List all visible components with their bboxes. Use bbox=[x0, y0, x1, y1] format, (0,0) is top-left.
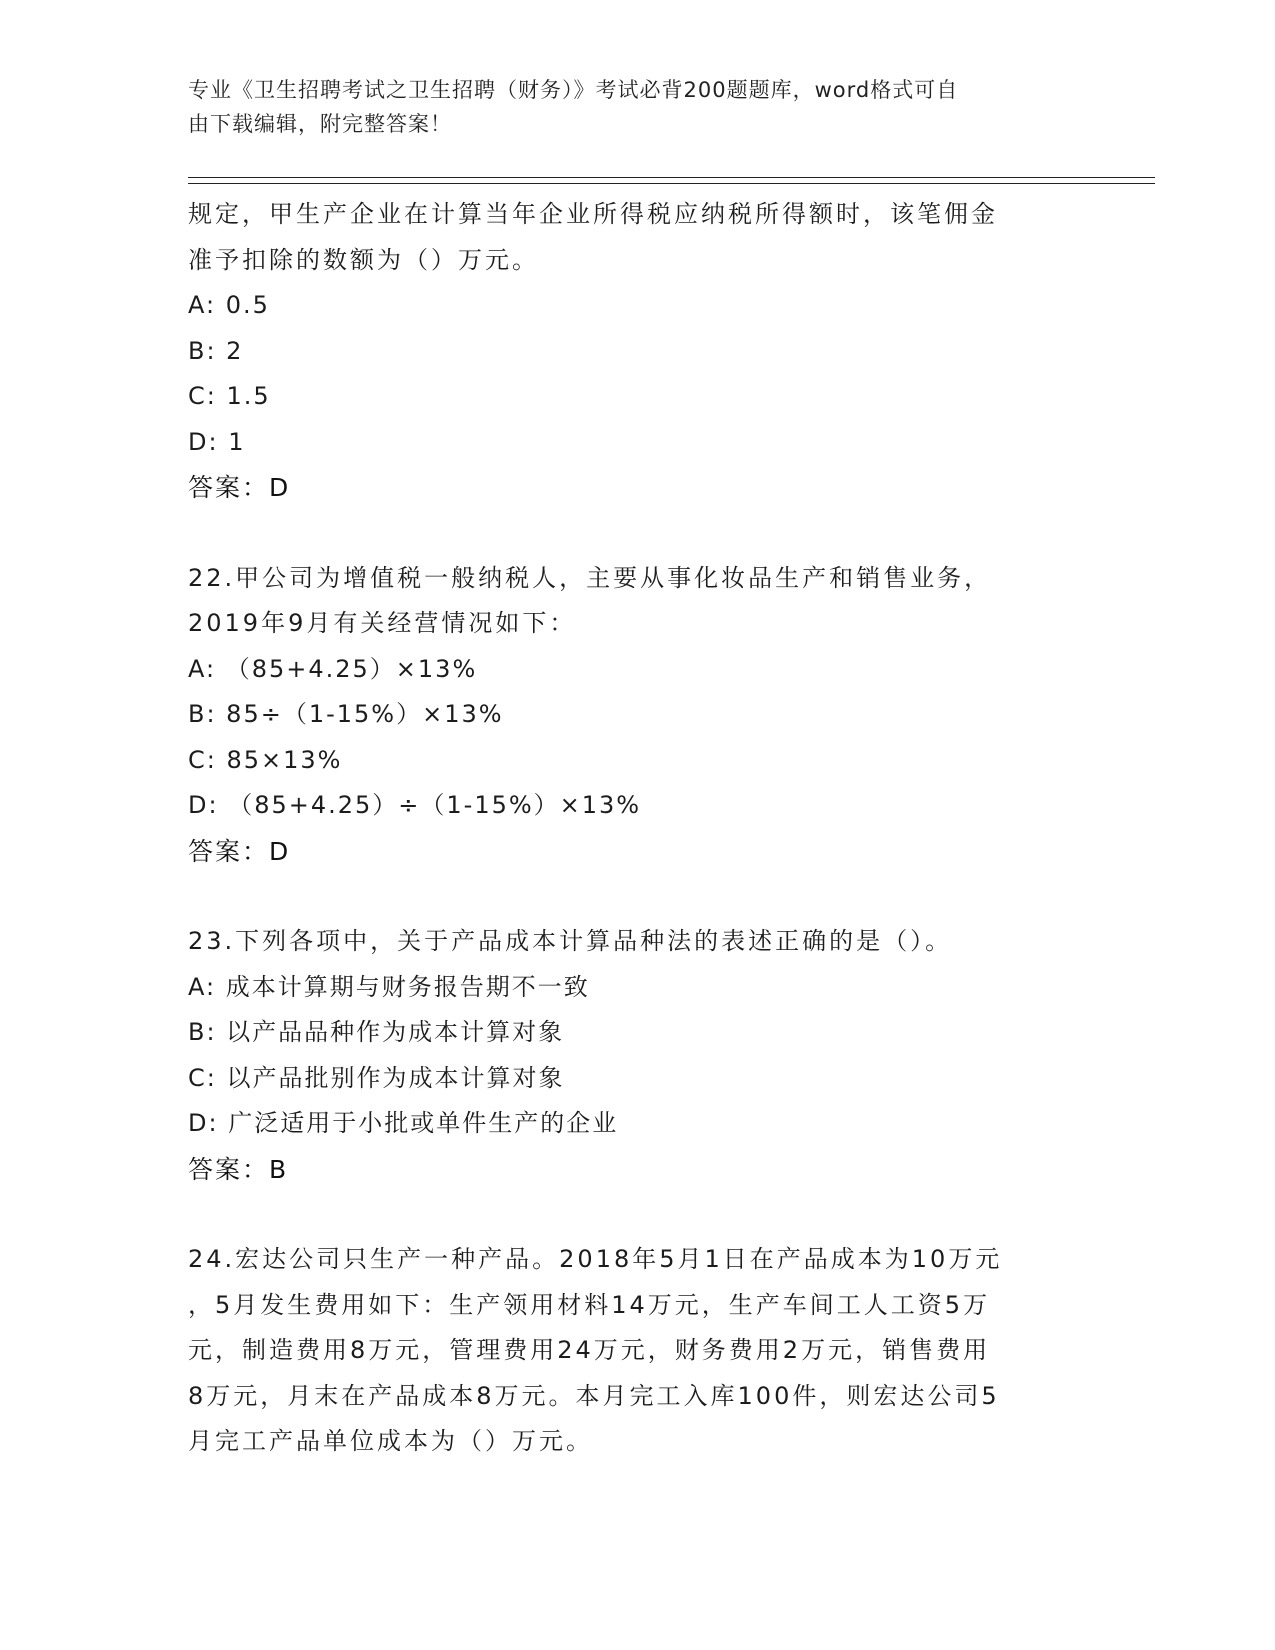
option-c: C: 85×13% bbox=[188, 745, 343, 774]
answer-line: 答案：D bbox=[188, 836, 291, 866]
question-23 bbox=[188, 919, 1088, 1192]
option-a: A: 0.5 bbox=[188, 291, 270, 319]
answer-line: 答案：B bbox=[188, 1154, 289, 1184]
option-a: A: （85+4.25）×13% bbox=[188, 654, 478, 683]
header-divider-bottom bbox=[188, 183, 1155, 184]
question-stem-line: 规定，甲生产企业在计算当年企业所得税应纳税所得额时，该笔佣金 bbox=[188, 200, 998, 228]
question-stem-line: 22.甲公司为增值税一般纳税人，主要从事化妆品生产和销售业务， bbox=[188, 563, 992, 592]
question-stem-line: 8万元，月末在产品成本8万元。本月完工入库100件，则宏达公司5 bbox=[188, 1381, 1000, 1410]
question-stem-line: 2019年9月有关经营情况如下： bbox=[188, 609, 577, 637]
option-d: D: 广泛适用于小批或单件生产的企业 bbox=[188, 1109, 619, 1137]
option-b: B: 2 bbox=[188, 336, 244, 365]
question-stem-line: 23.下列各项中，关于产品成本计算品种法的表述正确的是（）。 bbox=[188, 927, 953, 955]
question-stem-line: ，5月发生费用如下：生产领用材料14万元，生产车间工人工资5万 bbox=[188, 1290, 991, 1319]
page-header bbox=[188, 73, 1068, 141]
option-b: B: 85÷（1-15%）×13% bbox=[188, 700, 504, 728]
document-body bbox=[188, 192, 1088, 1465]
header-title-line-1: 专业《卫生招聘考试之卫生招聘（财务）》考试必背200题题库，word格式可自 bbox=[188, 78, 959, 102]
header-title-line-2: 由下载编辑，附完整答案！ bbox=[188, 112, 452, 136]
option-b: B: 以产品品种作为成本计算对象 bbox=[188, 1018, 565, 1046]
option-d: D: 1 bbox=[188, 427, 246, 456]
question-22 bbox=[188, 556, 1088, 875]
question-spacer bbox=[188, 874, 1088, 919]
answer-line: 答案：D bbox=[188, 473, 291, 502]
question-stem-line: 月完工产品单位成本为（）万元。 bbox=[188, 1427, 593, 1455]
option-c: C: 1.5 bbox=[188, 382, 271, 410]
question-spacer bbox=[188, 1192, 1088, 1237]
question-stem-line: 元，制造费用8万元，管理费用24万元，财务费用2万元，销售费用 bbox=[188, 1336, 991, 1364]
question-stem-line: 24.宏达公司只生产一种产品。2018年5月1日在产品成本为10万元 bbox=[188, 1245, 1003, 1273]
question-spacer bbox=[188, 511, 1088, 556]
header-divider-top bbox=[188, 177, 1155, 178]
question-21 bbox=[188, 192, 1088, 511]
question-stem-line: 准予扣除的数额为（）万元。 bbox=[188, 245, 539, 274]
option-c: C: 以产品批别作为成本计算对象 bbox=[188, 1063, 565, 1092]
option-a: A: 成本计算期与财务报告期不一致 bbox=[188, 972, 590, 1001]
option-d: D: （85+4.25）÷（1-15%）×13% bbox=[188, 791, 642, 819]
question-24 bbox=[188, 1237, 1088, 1465]
